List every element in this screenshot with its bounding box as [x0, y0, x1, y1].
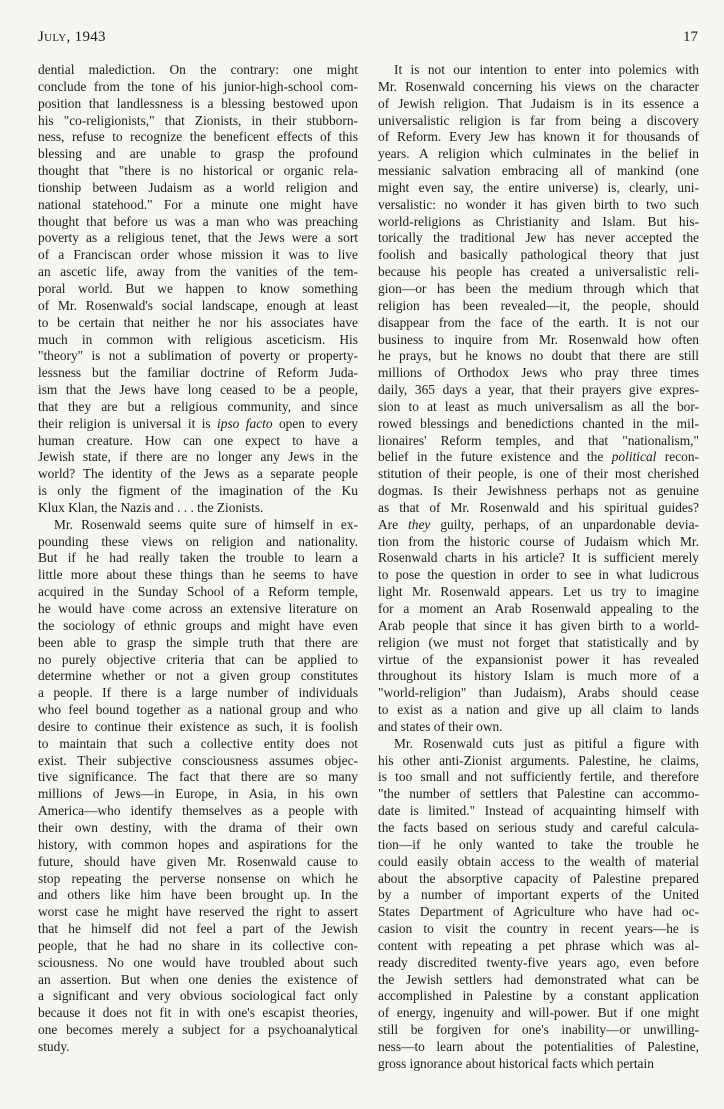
text-line: national statehood." For a minute one might have [38, 196, 358, 212]
text-line: who feel bound together as a national group and who [38, 702, 358, 718]
text-line: religion has been revealed—it, the people, should [378, 297, 699, 313]
text-line: future, should have given Mr. Rosenwald cause to [38, 853, 358, 869]
text-line: Klux Klan, the Nazis and . . . the Zionists. [38, 499, 264, 515]
text-line: for a moment an Arab Rosenwald appealing to the [378, 601, 699, 616]
text-line: lessness but the familiar doctrine of Reform Juda- [38, 365, 358, 381]
text-line: to be certain that neither he nor his associates have [38, 314, 358, 330]
text-line: States Department of Agriculture who have had oc- [378, 904, 699, 920]
text-line: content with repeating a pet phrase which was al- [378, 937, 699, 953]
text-line: of Mr. Rosenwald's social landscape, enough at least [38, 297, 358, 313]
text-line: tive significance. The fact that there are so many [38, 769, 358, 785]
text-line: tion—if he only wanted to take the trouble he [378, 836, 699, 852]
text-line: of energy, ingenuity and will-power. But if one might [378, 1005, 699, 1021]
text-line: Mr. Rosenwald concerning his views on the character [378, 78, 699, 94]
text-line: date is limited." Instead of acquainting himself with [378, 803, 699, 819]
text-line: universalistic religion is far from being a discovery [378, 112, 699, 128]
text-line: It is not our intention to enter into polemics with [394, 62, 699, 77]
text-line: stop repeating the perverse nonsense on which he [38, 870, 358, 886]
text-line: people, that he had no share in its collective con- [38, 937, 358, 953]
right-column [378, 62, 699, 1073]
text-line: ready discredited twenty-five years ago, even before [378, 954, 699, 970]
text-line: one becomes merely a subject for a psychoanalytical [38, 1022, 358, 1038]
text-line: the sociology of ethnic groups and might have even [38, 617, 358, 633]
text-line: little more about these things than he seems to have [38, 567, 358, 583]
text-line: versalistic: no wonder it has given birth to two such [378, 196, 699, 212]
paragraph [378, 62, 699, 736]
text-line: about the absorptive capacity of Palestine prepared [378, 870, 699, 886]
paragraph [378, 736, 699, 1073]
text-line: thought that "there is no historical or organic rela- [38, 163, 358, 179]
text-line: "theory" is not a sublimation of poverty or property- [38, 348, 358, 364]
text-line: dogmas. Is their Jewishness perhaps not as genuine [378, 483, 699, 499]
text-line: could easily obtain access to the wealth of material [378, 853, 699, 869]
text-line: But if he had really taken the trouble to learn a [38, 550, 358, 566]
text-line: their own destiny, with the drama of their own [38, 819, 358, 835]
text-line: conclude from the tone of his junior-high-school com- [38, 78, 358, 94]
text-line: religion (we must not forget that statistically and by [378, 634, 699, 650]
text-line: gion—or has been the medium through which that [378, 280, 699, 296]
text-line: much in common with religious asceticism. His [38, 331, 358, 347]
text-line: study. [38, 1038, 70, 1054]
text-line: position that landlessness is a blessing bestowed upon [38, 95, 358, 111]
text-line: of Jewish religion. That Judaism is in its essence a [378, 95, 699, 111]
text-line: is only the figment of the imagination of the Ku [38, 483, 358, 499]
text-line: to maintain that such a collective entity does not [38, 735, 358, 751]
text-line: the Jewish settlers had demonstrated what can be [378, 971, 699, 987]
text-line: exist. Their subjective consciousness assumes objec- [38, 752, 358, 768]
text-line: might even say, the entire universe) is, clearly, uni- [378, 179, 699, 195]
text-line: tionship between Judaism as a world religion and [38, 179, 358, 195]
text-line: a people. If there is a large number of individuals [38, 685, 358, 701]
text-line: Mr. Rosenwald seems quite sure of himself in ex- [54, 516, 358, 532]
text-line: blessing and are unable to grasp the profound [38, 146, 358, 162]
text-line: Arab people that since it has given birth to a world- [378, 617, 699, 633]
text-line: gross ignorance about historical facts which pertain [378, 1055, 654, 1071]
text-line: he would have come across an extensive literature on [38, 601, 358, 616]
text-line: the facts based on serious study and careful calcula- [378, 819, 699, 835]
text-line: poral world. But we happen to know something [38, 280, 358, 296]
text-line: stitution of their people, is one of their most cherished [378, 466, 699, 482]
text-line: torically the traditional Jew has never accepted the [378, 230, 699, 246]
text-line: millions of Jews—in Europe, in Asia, in his own [38, 786, 358, 802]
text-line: acquired in the Sunday School of a Reform temple, [38, 584, 358, 600]
text-line: "world-religion" than Judaism), Arabs should cease [378, 685, 699, 701]
text-line: dential malediction. On the contrary: one might [38, 62, 358, 77]
text-line: and others like him have been brought up. In the [38, 887, 358, 903]
text-line: history, with common hopes and aspirations for the [38, 836, 358, 852]
text-line: Jewish state, if there are no longer any Jews in the [38, 449, 358, 465]
text-line: America—who identify themselves as a people with [38, 803, 358, 819]
text-line: his "co-religionists," that Zionists, in their stubborn- [38, 112, 358, 128]
text-line: Are they guilty, perhaps, of an unpardonable devia- [378, 516, 699, 532]
text-line: world-religions as Christianity and Islam. But his- [378, 213, 699, 229]
text-line: determine whether or not a given group constitutes [38, 668, 358, 684]
text-line: by a number of important experts of the United [378, 887, 699, 903]
text-line: an ascetic life, away from the vanities of the tem- [38, 264, 358, 280]
text-line: poverty as a religious tenet, that the Jews were a sort [38, 230, 358, 246]
text-line: a significant and very obvious sociological fact only [38, 988, 358, 1004]
text-line: sion to at least as much universalism as all the bor- [378, 398, 699, 414]
text-line: casion to visit the country in recent years—he is [378, 921, 699, 937]
text-line: disappear from the face of the earth. It is not our [378, 314, 699, 330]
text-line: light Mr. Rosenwald appears. Let us try to imagine [378, 584, 699, 600]
text-line: years. A religion which culminates in the belief in [378, 146, 699, 162]
text-line: as that of Mr. Rosenwald and his spiritual guides? [378, 499, 699, 515]
text-line: to pose the question in order to see in what ludicrous [378, 567, 699, 583]
text-line: his other anti-Zionist arguments. Palestine, he claims, [378, 752, 699, 768]
text-line: human creature. How can one expect to have a [38, 432, 358, 448]
text-line: desire to continue their existence as such, it is foolish [38, 718, 358, 734]
text-line: tion from the historic course of Judaism which Mr. [378, 533, 699, 549]
text-line: accomplished in Palestine by a constant application [378, 988, 699, 1004]
text-line: because it does not fit in with one's escapist theories, [38, 1005, 358, 1021]
text-line: millions of Orthodox Jews who pray three times [378, 365, 699, 381]
text-line: he prays, but he knows no doubt that there are still [378, 348, 699, 364]
text-line: ness, refuse to recognize the beneficent effects of this [38, 129, 358, 145]
text-line: "the number of settlers that Palestine can accommo- [378, 786, 699, 802]
text-line: Mr. Rosenwald cuts just as pitiful a figure with [394, 735, 699, 751]
text-line: pounding these views on religion and nationality. [38, 533, 358, 549]
text-line: that he himself did not feel a part of the Jewish [38, 921, 358, 937]
left-column [38, 62, 358, 1056]
text-line: thought that before us was a man who was preaching [38, 213, 358, 229]
text-line: world? The identity of the Jews as a separate people [38, 466, 358, 482]
text-line: of a Franciscan order whose mission it was to live [38, 247, 358, 263]
text-line: ness—to learn about the potentialities of Palestine, [378, 1038, 699, 1054]
paragraph [38, 517, 358, 1056]
text-line: throughout its history Islam is much more of a [378, 668, 699, 684]
text-line: their religion is universal it is ipso facto open to every [38, 415, 358, 431]
text-line: ism that the Jews have long ceased to be a people, [38, 382, 358, 398]
text-line: worst case he might have reserved the right to assert [38, 904, 358, 920]
text-line: lionaires' Reform temples, and that "nationalism," [378, 432, 699, 448]
page-header [38, 29, 698, 51]
text-line: to exist as a nation and give up all claim to lands [378, 702, 699, 718]
text-line: an assertion. But when one denies the existence of [38, 971, 358, 987]
text-line: because his people has created a universalistic reli- [378, 264, 699, 280]
text-line: no purely objective criteria that can be applied to [38, 651, 358, 667]
text-line: belief in the future existence and the political recon- [378, 449, 699, 465]
text-line: still be forgiven for one's inability—or unwilling- [378, 1022, 699, 1038]
text-line: daily, 365 days a year, that their prayers give expres- [378, 382, 699, 398]
page-number: 17 [683, 29, 698, 45]
text-line: and states of their own. [378, 718, 503, 734]
text-line: virtue of the expansionist power it has revealed [378, 651, 699, 667]
running-head: July, 1943 [38, 29, 106, 45]
text-line: Rosenwald charts in his article? It is sufficient merely [378, 550, 699, 566]
text-line: is too small and not sufficiently fertile, and therefore [378, 769, 699, 785]
text-line: sciousness. No one would have troubled about such [38, 954, 358, 970]
text-line: foolish and basically pathological theory that just [378, 247, 699, 263]
text-line: messianic salvation embracing all of mankind (one [378, 163, 699, 179]
paragraph [38, 62, 358, 517]
text-line: rowed blessings and benedictions chanted in the mil- [378, 415, 699, 431]
text-line: of Reform. Every Jew has known it for thousands of [378, 129, 699, 145]
text-line: been able to grasp the simple truth that there are [38, 634, 358, 650]
text-line: that they are but a religious community, and since [38, 398, 358, 414]
text-line: business to inquire from Mr. Rosenwald how often [378, 331, 699, 347]
